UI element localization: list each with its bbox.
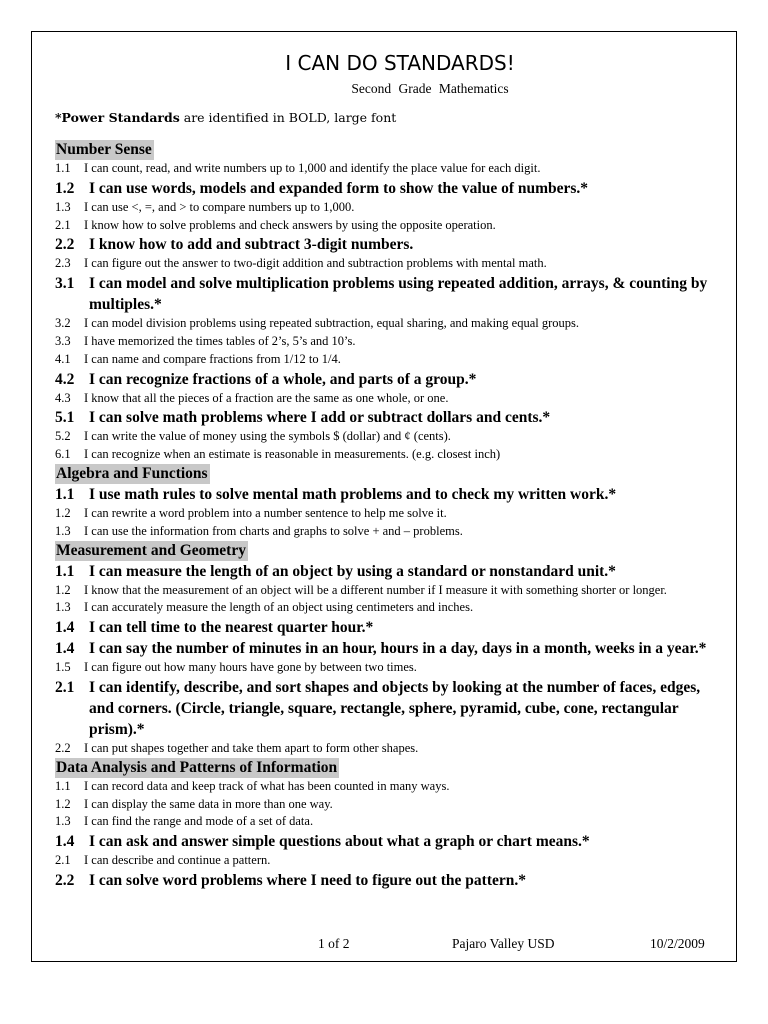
standard-text: I can display the same data in more than one way. bbox=[84, 796, 333, 811]
standard-text: I can put shapes together and take them apart to form other shapes. bbox=[84, 740, 419, 755]
standard-item bbox=[55, 315, 725, 333]
standard-number: 1.1 bbox=[55, 778, 71, 793]
standard-text: I use math rules to solve mental math problems and to check my written work.* bbox=[89, 485, 617, 503]
standard-number: 1.2 bbox=[55, 179, 75, 197]
standard-text: I know how to solve problems and check answers by using the opposite operation. bbox=[84, 217, 496, 232]
standard-number: 5.1 bbox=[55, 409, 75, 427]
power-standard-item bbox=[55, 178, 725, 199]
page-footer bbox=[32, 936, 738, 956]
standard-item bbox=[55, 217, 725, 235]
standard-item bbox=[55, 813, 725, 831]
standard-text: I know how to add and subtract 3-digit numbers. bbox=[89, 236, 414, 254]
page-title: I CAN DO STANDARDS! bbox=[285, 51, 515, 75]
section-header-row bbox=[55, 464, 725, 484]
section-header: Algebra and Functions bbox=[56, 464, 208, 482]
standard-text: I can model division problems using repeated subtraction, equal sharing, and making equal groups. bbox=[84, 316, 580, 331]
standard-item bbox=[55, 740, 725, 758]
standard-number: 2.3 bbox=[55, 256, 71, 271]
page-subtitle: Second Grade Mathematics bbox=[351, 81, 509, 96]
power-standard-item bbox=[55, 407, 725, 428]
standard-number: 1.3 bbox=[55, 199, 71, 214]
power-standard-item bbox=[55, 870, 725, 891]
standard-text: I can use the information from charts and graphs to solve + and – problems. bbox=[84, 523, 463, 538]
standard-text: I can model and solve multiplication problems using repeated addition, arrays, & counting by multiples.* bbox=[89, 275, 708, 314]
standard-number: 1.4 bbox=[55, 619, 75, 637]
standard-text: I can write the value of money using the symbols $ (dollar) and ¢ (cents). bbox=[84, 429, 451, 444]
power-standard-item bbox=[55, 561, 725, 582]
standard-text: I know that the measurement of an object will be a different number if I measure it with something shorter or longer. bbox=[84, 582, 667, 597]
standard-item bbox=[55, 390, 725, 408]
standard-number: 1.2 bbox=[55, 582, 71, 597]
standard-item bbox=[55, 582, 725, 600]
document-page bbox=[31, 31, 737, 962]
standard-number: 1.4 bbox=[55, 833, 75, 851]
section-header: Data Analysis and Patterns of Information bbox=[56, 758, 338, 776]
standard-text: I can say the number of minutes in an hour, hours in a day, days in a month, weeks in a year.* bbox=[89, 640, 707, 658]
power-standard-item bbox=[55, 677, 725, 740]
standard-number: 2.1 bbox=[55, 217, 71, 232]
footer-date: 10/2/2009 bbox=[650, 936, 705, 951]
standard-item bbox=[55, 446, 725, 464]
standard-item bbox=[55, 523, 725, 541]
standard-text: I can identify, describe, and sort shapes and objects by looking at the number of faces, edges, and corners. (Circle, triangle, square, rectangle, sphere, pyramid, cube, cone, rectangular prism).* bbox=[89, 678, 701, 738]
standard-number: 1.1 bbox=[55, 161, 71, 175]
standard-number: 3.2 bbox=[55, 316, 71, 331]
standard-text: I can recognize fractions of a whole, and parts of a group.* bbox=[89, 370, 477, 388]
standard-number: 2.1 bbox=[55, 853, 71, 868]
power-standard-item bbox=[55, 273, 725, 315]
standard-number: 1.5 bbox=[55, 660, 71, 675]
standards-list bbox=[55, 140, 725, 891]
standard-text: I know that all the pieces of a fraction are the same as one whole, or one. bbox=[84, 390, 449, 405]
standard-item bbox=[55, 351, 725, 369]
standard-text: I have memorized the times tables of 2’s, 5’s and 10’s. bbox=[84, 333, 356, 348]
standard-text: I can solve word problems where I need to figure out the pattern.* bbox=[89, 871, 526, 889]
standard-number: 1.4 bbox=[55, 640, 75, 658]
standard-text: I can ask and answer simple questions about what a graph or chart means.* bbox=[89, 833, 590, 851]
section-header: Number Sense bbox=[56, 141, 152, 158]
standard-text: I can name and compare fractions from 1/12 to 1/4. bbox=[84, 351, 341, 366]
standard-text: I can find the range and mode of a set of data. bbox=[84, 814, 314, 829]
standard-number: 1.2 bbox=[55, 796, 71, 811]
power-standard-item bbox=[55, 617, 725, 638]
standard-text: I can tell time to the nearest quarter hour.* bbox=[89, 619, 374, 637]
standard-text: I can use words, models and expanded form to show the value of numbers.* bbox=[89, 179, 589, 197]
standard-item bbox=[55, 428, 725, 446]
section-header-row bbox=[55, 140, 725, 160]
power-standard-item bbox=[55, 484, 725, 505]
footer-page-number: 1 of 2 bbox=[318, 936, 350, 951]
standard-number: 6.1 bbox=[55, 447, 71, 462]
power-standards-note bbox=[55, 108, 725, 128]
standard-item bbox=[55, 778, 725, 796]
standard-text: I can figure out how many hours have gone by between two times. bbox=[84, 660, 417, 675]
standard-number: 1.3 bbox=[55, 814, 71, 829]
standard-text: I can solve math problems where I add or subtract dollars and cents.* bbox=[89, 409, 551, 427]
standard-number: 2.2 bbox=[55, 740, 71, 755]
standard-item bbox=[55, 199, 725, 217]
standard-number: 1.3 bbox=[55, 523, 71, 538]
standard-number: 3.3 bbox=[55, 333, 71, 348]
power-standard-item bbox=[55, 831, 725, 852]
power-standard-item bbox=[55, 638, 725, 659]
standard-text: I can figure out the answer to two-digit addition and subtraction problems with mental math. bbox=[84, 256, 547, 271]
standard-number: 1.2 bbox=[55, 505, 71, 520]
standard-item bbox=[55, 599, 725, 617]
power-standards-description: are identified in BOLD, large font bbox=[179, 110, 397, 125]
standard-item bbox=[55, 796, 725, 814]
standard-number: 2.1 bbox=[55, 678, 75, 696]
standard-item bbox=[55, 255, 725, 273]
standard-text: I can record data and keep track of what has been counted in many ways. bbox=[84, 778, 450, 793]
footer-district: Pajaro Valley USD bbox=[452, 936, 555, 951]
power-standard-item bbox=[55, 234, 725, 255]
standard-number: 2.2 bbox=[55, 871, 75, 889]
power-standard-item bbox=[55, 369, 725, 390]
standard-item bbox=[55, 852, 725, 870]
section-header-row bbox=[55, 541, 725, 561]
standard-item bbox=[55, 505, 725, 523]
standard-number: 1.1 bbox=[55, 485, 75, 503]
standard-number: 2.2 bbox=[55, 236, 75, 254]
standard-text: I can use <, =, and > to compare numbers up to 1,000. bbox=[84, 199, 355, 214]
standard-text: I can describe and continue a pattern. bbox=[84, 853, 271, 868]
section-header-row bbox=[55, 758, 725, 778]
standard-number: 4.1 bbox=[55, 351, 71, 366]
standard-item bbox=[55, 659, 725, 677]
document-content bbox=[55, 50, 725, 891]
standard-number: 3.1 bbox=[55, 275, 75, 293]
standard-number: 1.3 bbox=[55, 600, 71, 615]
standard-text: I can accurately measure the length of an object using centimeters and inches. bbox=[84, 600, 474, 615]
standard-number: 4.2 bbox=[55, 370, 75, 388]
standard-number: 1.1 bbox=[55, 562, 75, 580]
standard-text: I can measure the length of an object by using a standard or nonstandard unit.* bbox=[89, 562, 616, 580]
standard-item bbox=[55, 333, 725, 351]
standard-number: 5.2 bbox=[55, 429, 71, 444]
standard-number: 4.3 bbox=[55, 390, 71, 405]
standard-item bbox=[55, 160, 725, 178]
power-standards-label: *Power Standards bbox=[55, 110, 180, 125]
standard-text: I can recognize when an estimate is reasonable in measurements. (e.g. closest inch) bbox=[84, 447, 501, 462]
standard-text: I can rewrite a word problem into a number sentence to help me solve it. bbox=[84, 505, 447, 520]
section-header: Measurement and Geometry bbox=[56, 541, 246, 559]
standard-text: I can count, read, and write numbers up to 1,000 and identify the place value for each digit. bbox=[84, 161, 541, 175]
